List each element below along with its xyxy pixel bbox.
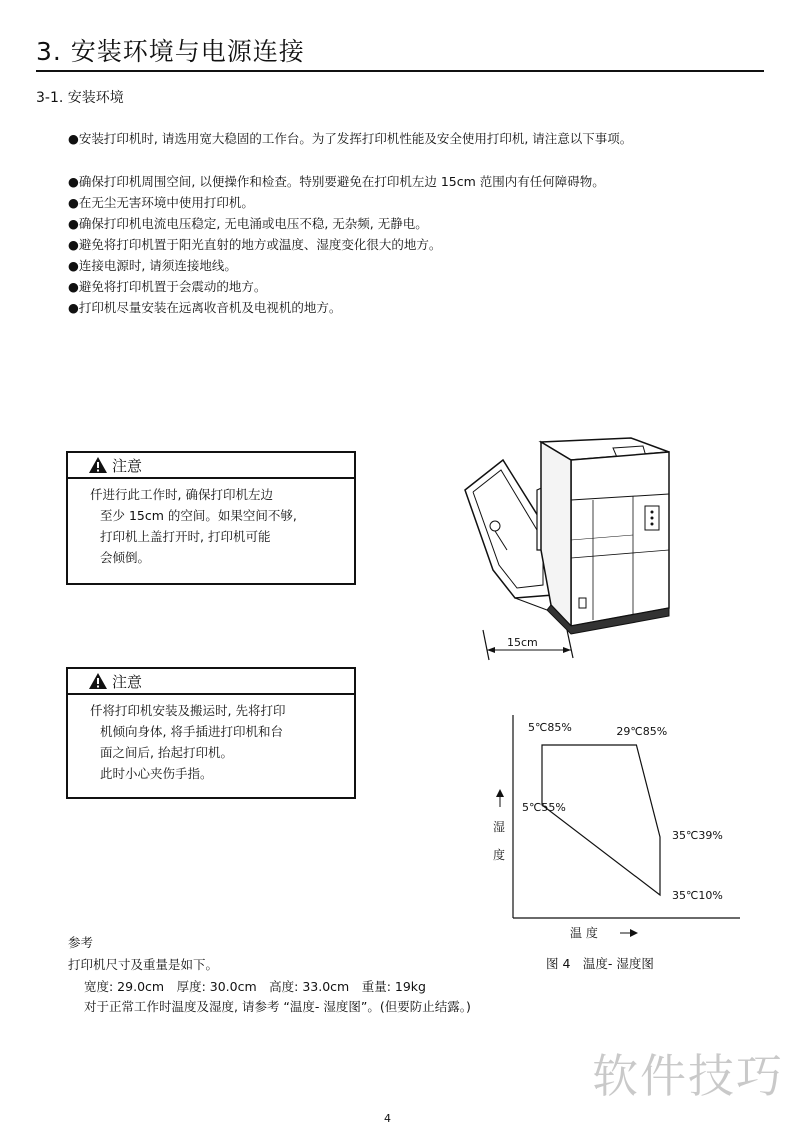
notes-line: 打印机尺寸及重量是如下。 — [68, 957, 219, 972]
bullet-item: ●避免将打印机置于会震动的地方。 — [68, 279, 267, 294]
point-label: 29℃85% — [616, 725, 668, 738]
warning-line: 至少 15cm 的空间。如果空间不够, — [100, 508, 297, 523]
y-arrowhead — [496, 789, 504, 797]
bullet-item: ●避免将打印机置于阳光直射的地方或温度、湿度变化很大的地方。 — [68, 237, 442, 252]
dimension-label: 15cm — [507, 636, 538, 649]
x-arrowhead — [630, 929, 638, 937]
point-label: 35℃39% — [672, 829, 723, 842]
point-label: 5℃55% — [522, 801, 566, 814]
point-label: 5℃85% — [528, 721, 572, 734]
warning-icon — [88, 456, 108, 474]
warning-line: 打印机上盖打开时, 打印机可能 — [100, 529, 271, 544]
warning-box-2 — [66, 667, 356, 799]
bullet-item: ●确保打印机电流电压稳定, 无电涌或电压不稳, 无杂频, 无静电。 — [68, 216, 428, 231]
operating-range-polygon — [542, 745, 660, 895]
bullet-item: ●打印机尽量安装在远离收音机及电视机的地方。 — [68, 300, 342, 315]
warning-line: 机倾向身体, 将手插进打印机和台 — [100, 724, 283, 739]
bullet-item: ●连接电源时, 请须连接地线。 — [68, 258, 237, 273]
point-label: 35℃10% — [672, 889, 723, 902]
y-axis-label-1: 湿 — [493, 820, 506, 834]
notes-heading: 参考 — [68, 935, 94, 950]
warning-line: 仟进行此工作时, 确保打印机左边 — [90, 487, 273, 502]
x-axis-label: 温 度 — [570, 926, 598, 940]
warning-body — [68, 479, 354, 568]
warning-header — [68, 669, 354, 695]
warning-title: 注意 — [112, 456, 143, 475]
warning-line: 仟将打印机安装及搬运时, 先将打印 — [90, 703, 286, 718]
warning-title: 注意 — [112, 672, 143, 691]
chart-caption: 图 4 温度- 湿度图 — [546, 956, 654, 971]
y-axis-label-2: 度 — [493, 848, 506, 862]
printer-illustration — [455, 430, 695, 665]
notes-line: 宽度: 29.0cm 厚度: 30.0cm 高度: 33.0cm 重量: 19kg — [84, 979, 426, 994]
watermark: 软件技巧 — [592, 1049, 784, 1103]
page-number: 4 — [384, 1112, 391, 1125]
warning-line: 此时小心夹伤手指。 — [100, 766, 213, 781]
page-title: 3. 安装环境与电源连接 — [36, 37, 305, 66]
warning-icon — [88, 672, 108, 690]
warning-header — [68, 453, 354, 479]
bullet-item: ●在无尘无害环境中使用打印机。 — [68, 195, 254, 210]
title-rule — [36, 70, 764, 72]
section-title: 3-1. 安装环境 — [36, 90, 124, 106]
warning-line: 会倾倒。 — [100, 550, 151, 565]
notes-line: 对于正常工作时温度及湿度, 请参考 “温度- 湿度图”。(但要防止结露。) — [84, 999, 471, 1014]
bullet-item: ●确保打印机周围空间, 以便操作和检查。特别要避免在打印机左边 15cm 范围内有任何障碍物。 — [68, 174, 605, 189]
warning-line: 面之间后, 抬起打印机。 — [100, 745, 233, 760]
warning-body — [68, 695, 354, 784]
intro-text: ●安装打印机时, 请选用宽大稳固的工作台。为了发挥打印机性能及安全使用打印机, 请注意以下事项。 — [68, 131, 633, 146]
warning-box-1 — [66, 451, 356, 585]
temp-humidity-chart — [480, 705, 770, 940]
